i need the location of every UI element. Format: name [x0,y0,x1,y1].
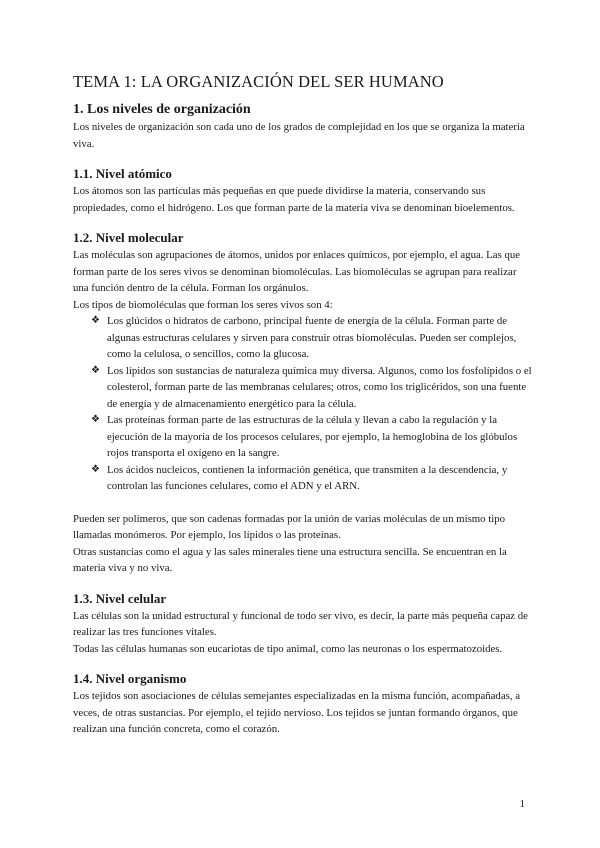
paragraph: Los átomos son las partículas más pequeñas en que puede dividirse la materia, conservando sus propiedades, como el hidrógeno. Los que forman parte de la materia viva se denominan bioelementos. [73,185,515,214]
section-organism [73,671,533,738]
document-page [73,72,533,752]
section-atomic [73,166,533,216]
paragraph: Otras sustancias como el agua y las sales minerales tiene una estructura sencilla. Se encuentran en la materia viva y no viva. [73,545,507,574]
diamond-bullet-icon: ❖ [91,414,100,425]
diamond-bullet-icon: ❖ [91,315,100,326]
section-cellular [73,591,533,658]
section-heading: 1.2. Nivel molecular [73,230,184,245]
paragraph: Las células son la unidad estructural y funcional de todo ser vivo, es decir, la parte más pequeña capaz de realizar las tres funciones vitales. [73,609,528,638]
list-item: ❖ Los lípidos son sustancias de naturaleza química muy diversa. Algunos, como los fosfolípidos o el colesterol, forman parte de las membranas celulares; otros, como los triglicéridos, son una fuente de energía y de almacenamiento energético para la célula. [91,364,532,410]
list-item: ❖ Los ácidos nucleicos, contienen la información genética, que transmiten a la descendencia, y controlan las funciones celulares, como el ADN y el ARN. [91,463,508,492]
paragraph: Los niveles de organización son cada uno de los grados de complejidad en los que se organiza la materia viva. [73,121,525,150]
section-heading: 1.1. Nivel atómico [73,166,172,181]
list-item: ❖ Los glúcidos o hidratos de carbono, principal fuente de energía de la célula. Forman parte de algunas estructuras celulares y sirven para construir otras biomoléculas. Pueden ser complejos, como la celulosa, o sencillos, como la glucosa. [91,315,517,360]
section-heading: 1. Los niveles de organización [73,102,251,117]
section-molecular [73,230,533,577]
diamond-bullet-icon: ❖ [91,463,100,475]
paragraph: Pueden ser polímeros, que son cadenas formadas por la unión de varias moléculas de un mismo tipo llamadas monómeros. Por ejemplo, los lípidos o las proteínas. [73,512,506,541]
biomolecule-list [73,313,533,495]
paragraph: Los tipos de biomoléculas que forman los seres vivos son 4: [73,298,333,311]
paragraph: Las moléculas son agrupaciones de átomos, unidos por enlaces químicos, por ejemplo, el agua. Las que forman parte de los seres vivos se denominan biomoléculas. Las biomoléculas se agrupan para realizar una función dentro de la célula. Forman los orgánulos. [73,249,521,294]
paragraph: Todas las células humanas son eucariotas de tipo animal, como las neuronas o los espermatozoides. [73,642,503,655]
paragraph: Los tejidos son asociaciones de células semejantes especializadas en la misma función, acompañadas, a veces, de otras sustancias. Por ejemplo, el tejido nervioso. Los tejidos se juntan formando órganos, que realizan una función concreta, como el corazón. [73,690,521,735]
page-number: 1 [519,798,525,810]
section-heading: 1.3. Nivel celular [73,590,167,606]
section-heading: 1.4. Nivel organismo [73,671,187,686]
diamond-bullet-icon: ❖ [91,364,100,376]
list-item: ❖ Las proteínas forman parte de las estructuras de la célula y llevan a cabo la regulación y la ejecución de la mayoría de los procesos celulares, por ejemplo, la hemoglobina de los glóbulos rojos transporta el oxígeno en la sangre. [91,414,518,459]
page-title: TEMA 1: LA ORGANIZACIÓN DEL SER HUMANO [73,72,444,91]
section-levels [73,102,533,152]
